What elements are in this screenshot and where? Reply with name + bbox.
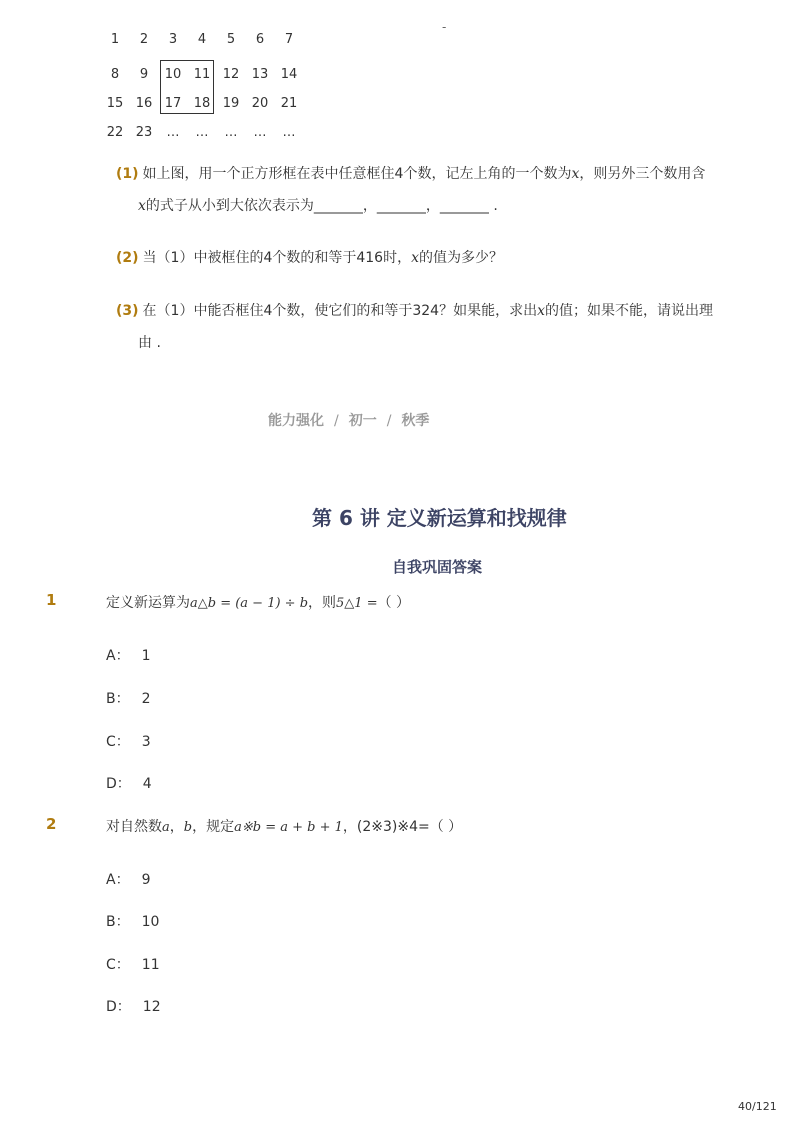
- header-mark: -: [442, 20, 447, 34]
- grid-cell: …: [166, 125, 180, 140]
- question-1: [116, 158, 736, 222]
- grid-cell: …: [195, 125, 209, 140]
- problem-text-part: ，: [169, 819, 184, 835]
- grid-cell: 9: [139, 67, 149, 82]
- question-line-2: 由 .: [138, 335, 161, 351]
- option-value: 10: [141, 914, 160, 930]
- option-a: [106, 869, 151, 889]
- problem-text-part: ，则: [308, 595, 337, 611]
- grid-cell: 19: [222, 96, 240, 111]
- option-c: [106, 731, 151, 751]
- problem-text-part: 定义新运算为: [106, 595, 190, 611]
- option-value: 9: [141, 872, 151, 888]
- grid-cell: …: [282, 125, 296, 140]
- grid-cell: 16: [135, 96, 153, 111]
- problem-number: 2: [46, 815, 57, 833]
- problem-number: 1: [46, 591, 57, 609]
- question-2: [116, 242, 736, 274]
- option-c: [106, 954, 160, 974]
- math-expression: a: [162, 820, 170, 835]
- grid-cell: 23: [135, 125, 153, 140]
- question-text: 当（1）中被框住的4个数的和等于416时，: [142, 250, 412, 266]
- variable-x: x: [411, 250, 419, 266]
- breadcrumb-item: 初一: [348, 413, 377, 429]
- grid-cell: 12: [222, 67, 240, 82]
- question-text: 在（1）中能否框住4个数，使它们的和等于324？如果能，求出: [142, 303, 538, 319]
- grid-cell: 22: [106, 125, 124, 140]
- problem-text-part: 对自然数: [106, 819, 162, 835]
- grid-cell: 14: [280, 67, 298, 82]
- problem-text-part: ，(2※3)※4=（ ）: [342, 819, 463, 835]
- page-indicator: 40/121: [738, 1100, 777, 1113]
- square-frame: [160, 60, 214, 114]
- question-text: 如上图，用一个正方形框在表中任意框住4个数，记左上角的一个数为: [142, 166, 572, 182]
- option-value: 4: [142, 776, 152, 792]
- question-number: (1): [116, 166, 139, 182]
- math-expression: b: [183, 820, 193, 835]
- option-b: [106, 688, 151, 708]
- option-label: B：: [106, 691, 130, 707]
- question-text: 的值为多少？: [419, 250, 503, 266]
- grid-row: [100, 32, 310, 60]
- grid-cell: 18: [193, 96, 211, 111]
- grid-row: [100, 125, 310, 153]
- variable-x: x: [537, 303, 545, 319]
- option-value: 2: [141, 691, 151, 707]
- option-label: B：: [106, 914, 130, 930]
- question-number: (2): [116, 250, 139, 266]
- question-line-2: [116, 190, 736, 222]
- grid-cell: 1: [110, 32, 120, 47]
- lecture-title: 第 6 讲 定义新运算和找规律: [312, 506, 567, 530]
- grid-cell: 21: [280, 96, 298, 111]
- math-expression: a※b = a + b + 1: [234, 820, 343, 835]
- question-text: 的值；如果不能，请说出理: [545, 303, 713, 319]
- problem-text-part: ，规定: [192, 819, 235, 835]
- grid-cell: 5: [226, 32, 236, 47]
- option-label: C：: [106, 957, 130, 973]
- question-3: [116, 295, 736, 359]
- option-label: D：: [106, 999, 131, 1015]
- math-expression: a△b = (a − 1) ÷ b: [190, 596, 309, 611]
- breadcrumb-item: 秋季: [401, 413, 430, 429]
- problem-text: [106, 816, 462, 836]
- option-value: 1: [141, 648, 151, 664]
- grid-cell: …: [224, 125, 238, 140]
- grid-cell: 2: [139, 32, 149, 47]
- math-expression: 5△1 =: [336, 596, 378, 611]
- option-value: 11: [141, 957, 160, 973]
- grid-cell: 6: [255, 32, 265, 47]
- breadcrumb-item: 能力强化: [268, 413, 324, 429]
- grid-cell: 17: [164, 96, 182, 111]
- variable-x: x: [571, 166, 580, 182]
- grid-cell: 7: [284, 32, 294, 47]
- grid-cell: 10: [164, 67, 182, 82]
- variable-x: x: [138, 198, 146, 214]
- option-d: [106, 773, 152, 793]
- problem-text: [106, 592, 410, 612]
- option-value: 12: [142, 999, 161, 1015]
- option-label: C：: [106, 734, 130, 750]
- grid-cell: 20: [251, 96, 269, 111]
- breadcrumb-separator: /: [334, 413, 339, 429]
- question-text: 的式子从小到大依次表示为_______，_______，_______ .: [145, 198, 498, 214]
- grid-cell: 4: [197, 32, 207, 47]
- grid-cell: 11: [193, 67, 211, 82]
- breadcrumb: [268, 410, 429, 430]
- option-value: 3: [141, 734, 151, 750]
- section-title: 自我巩固答案: [392, 558, 483, 576]
- option-d: [106, 996, 161, 1016]
- grid-cell: 8: [110, 67, 120, 82]
- problem-text-part: （ ）: [377, 595, 411, 611]
- option-b: [106, 911, 159, 931]
- option-label: D：: [106, 776, 131, 792]
- option-label: A：: [106, 648, 130, 664]
- grid-cell: 13: [251, 67, 269, 82]
- option-a: [106, 645, 151, 665]
- question-number: (3): [116, 303, 139, 319]
- grid-cell: …: [253, 125, 267, 140]
- breadcrumb-separator: /: [386, 413, 392, 429]
- option-label: A：: [106, 872, 130, 888]
- grid-cell: 15: [106, 96, 124, 111]
- grid-cell: 3: [168, 32, 178, 47]
- question-text: ，则另外三个数用含: [579, 166, 706, 182]
